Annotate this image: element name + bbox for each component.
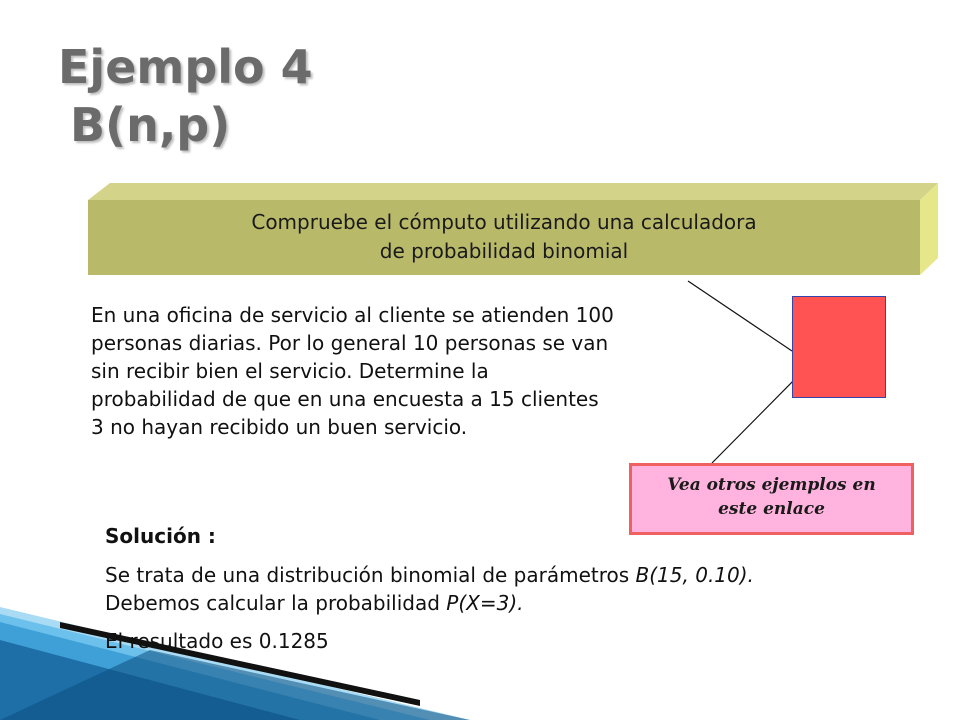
calculator-link-box[interactable] bbox=[792, 296, 886, 398]
slide-title bbox=[58, 38, 313, 154]
solution-section bbox=[105, 522, 905, 655]
solution-p2-math: P(X=3). bbox=[446, 591, 524, 615]
solution-p1-math: B(15, 0.10). bbox=[635, 563, 754, 587]
banner-line-2: de probabilidad binomial bbox=[379, 239, 629, 263]
problem-line: probabilidad de que en una encuesta a 15 clientes bbox=[91, 387, 599, 411]
calculator-banner[interactable] bbox=[88, 208, 920, 266]
banner-top-face bbox=[88, 183, 938, 200]
problem-line: personas diarias. Por lo general 10 personas se van bbox=[91, 331, 609, 355]
problem-line: sin recibir bien el servicio. Determine la bbox=[91, 359, 489, 383]
link-line-2: este enlace bbox=[718, 499, 825, 519]
problem-line: 3 no hayan recibido un buen servicio. bbox=[91, 415, 468, 439]
solution-result: El resultado es 0.1285 bbox=[105, 629, 329, 653]
solution-p1-text: Se trata de una distribución binomial de parámetros bbox=[105, 563, 636, 587]
title-line-1: Ejemplo 4 bbox=[58, 40, 313, 94]
solution-paragraph-2 bbox=[105, 589, 905, 617]
solution-heading: Solución : bbox=[105, 524, 216, 548]
solution-paragraph-1 bbox=[105, 561, 905, 589]
title-line-2: B(n,p) bbox=[70, 98, 231, 152]
solution-p2-text: Debemos calcular la probabilidad bbox=[105, 591, 447, 615]
link-line-1: Vea otros ejemplos en bbox=[667, 475, 876, 495]
problem-statement bbox=[91, 301, 741, 441]
banner-line-1: Compruebe el cómputo utilizando una calculadora bbox=[251, 210, 757, 234]
problem-line: En una oficina de servicio al cliente se atienden 100 bbox=[91, 303, 614, 327]
